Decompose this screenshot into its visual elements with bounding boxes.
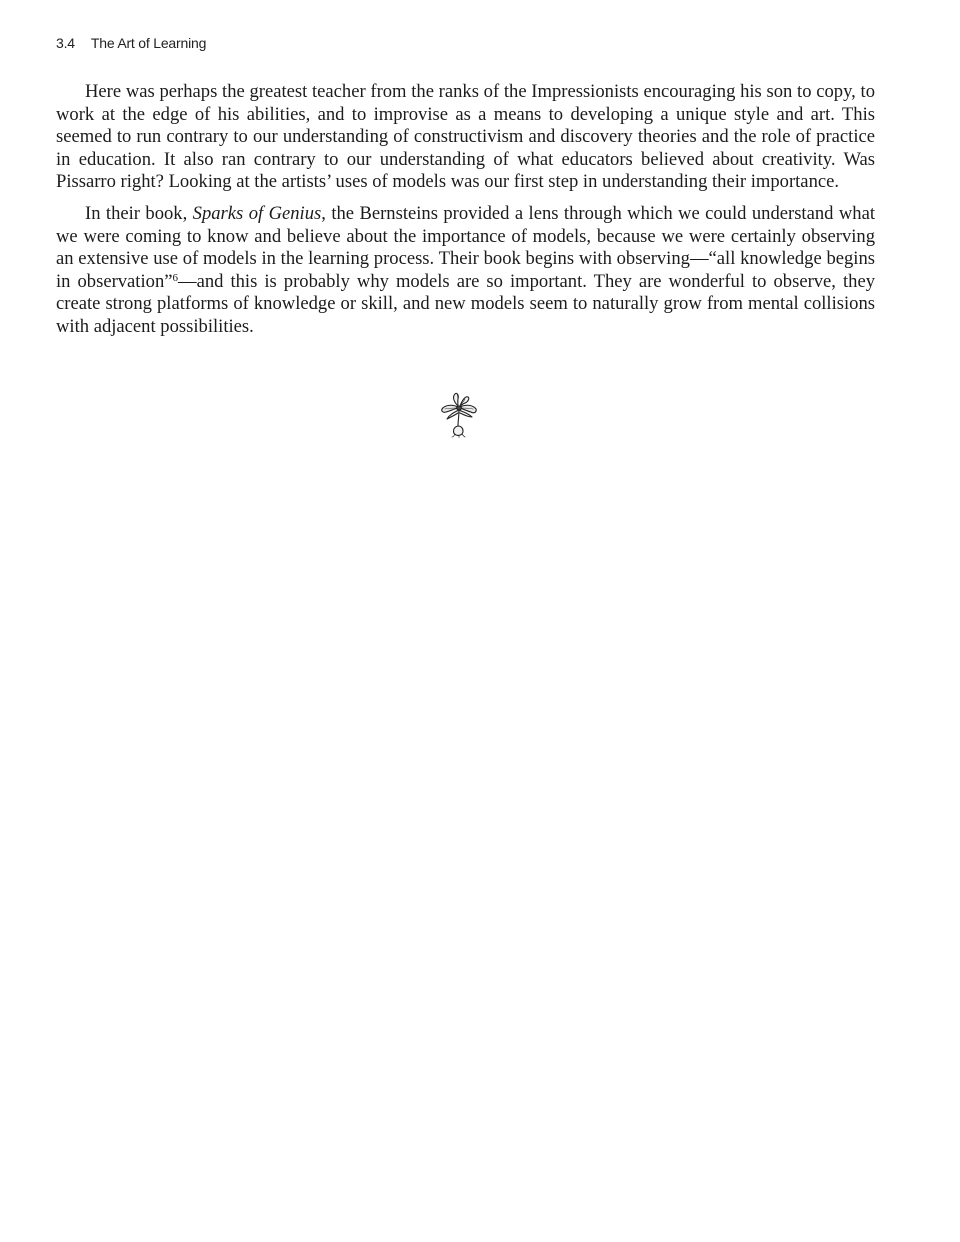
footnote-marker: 6 — [172, 271, 178, 284]
chapter-title: The Art of Learning — [90, 35, 207, 51]
paragraph-sparks-of-genius — [56, 203, 875, 339]
running-head — [56, 35, 206, 51]
body-text — [56, 81, 875, 348]
book-title: Sparks of Genius — [192, 202, 322, 224]
paragraph-text-after-title: , the Bernsteins provided a lens through which we could understand what we were coming to know and believe about the importance of models, because we were certainly observing an extensive use of models in the learning process. Their book begins with observing—“all knowledge begins in observation” — [56, 202, 875, 292]
section-number: 3.4 — [56, 35, 75, 51]
paragraph-text-after-footnote: —and this is probably why models are so important. They are wonderful to observe, they create strong platforms of knowledge or skill, and new models seem to naturally grow from mental collisions with adjacent possibilities. — [56, 270, 875, 337]
paragraph-text-before-title: In their book, — [85, 202, 193, 224]
paragraph-pissarro: Here was perhaps the greatest teacher from the ranks of the Impressionists encouraging his son to copy, to work at the edge of his abilities, and to improvise as a means to developing a unique style and art. This seemed to run contrary to our understanding of constructivism and discovery theories and the role of practice in education. It also ran contrary to our understanding of what educators believed about creativity. Was Pissarro right? Looking at the artists’ uses of models was our first step in understanding their importance. — [56, 81, 875, 193]
iris-flower-icon — [437, 390, 481, 438]
